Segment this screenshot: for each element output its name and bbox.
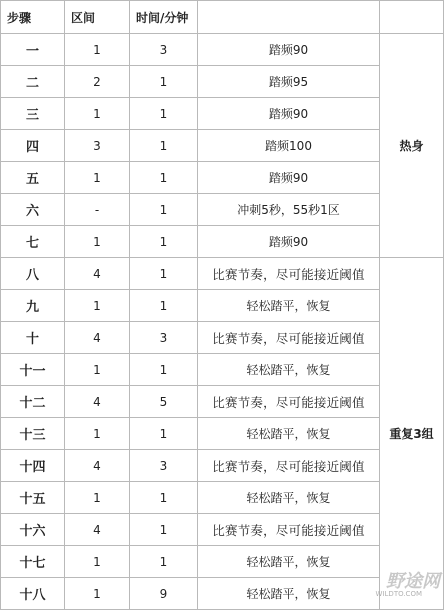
minutes-cell: 1 xyxy=(130,514,198,546)
zone-cell: 1 xyxy=(65,162,130,194)
step-cell: 十七 xyxy=(1,546,65,578)
minutes-cell: 3 xyxy=(130,34,198,66)
header-group xyxy=(380,1,444,34)
description-cell: 轻松踏平，恢复 xyxy=(198,290,380,322)
step-cell: 十三 xyxy=(1,418,65,450)
table-row xyxy=(1,34,444,66)
step-cell: 一 xyxy=(1,34,65,66)
step-cell: 九 xyxy=(1,290,65,322)
table-row xyxy=(1,290,444,322)
description-cell: 比赛节奏，尽可能接近阈值 xyxy=(198,514,380,546)
zone-cell: 1 xyxy=(65,418,130,450)
minutes-cell: 5 xyxy=(130,386,198,418)
zone-cell: - xyxy=(65,194,130,226)
table-row xyxy=(1,450,444,482)
zone-cell: 1 xyxy=(65,226,130,258)
table-row xyxy=(1,482,444,514)
description-cell: 比赛节奏，尽可能接近阈值 xyxy=(198,322,380,354)
minutes-cell: 1 xyxy=(130,482,198,514)
zone-cell: 3 xyxy=(65,130,130,162)
zone-cell: 1 xyxy=(65,290,130,322)
description-cell: 踏频90 xyxy=(198,226,380,258)
zone-cell: 2 xyxy=(65,66,130,98)
minutes-cell: 1 xyxy=(130,98,198,130)
step-cell: 二 xyxy=(1,66,65,98)
minutes-cell: 1 xyxy=(130,546,198,578)
zone-cell: 1 xyxy=(65,482,130,514)
header-zone: 区间 xyxy=(65,1,130,34)
minutes-cell: 1 xyxy=(130,194,198,226)
description-cell: 踏频90 xyxy=(198,34,380,66)
description-cell: 冲刺5秒，55秒1区 xyxy=(198,194,380,226)
table-row xyxy=(1,354,444,386)
minutes-cell: 1 xyxy=(130,354,198,386)
zone-cell: 1 xyxy=(65,578,130,610)
table-row xyxy=(1,194,444,226)
description-cell: 踏频90 xyxy=(198,162,380,194)
zone-cell: 1 xyxy=(65,34,130,66)
table-row xyxy=(1,546,444,578)
minutes-cell: 1 xyxy=(130,66,198,98)
step-cell: 七 xyxy=(1,226,65,258)
header-description xyxy=(198,1,380,34)
zone-cell: 1 xyxy=(65,98,130,130)
table-row xyxy=(1,514,444,546)
step-cell: 十四 xyxy=(1,450,65,482)
description-cell: 比赛节奏，尽可能接近阈值 xyxy=(198,258,380,290)
step-cell: 三 xyxy=(1,98,65,130)
step-cell: 五 xyxy=(1,162,65,194)
table-row xyxy=(1,418,444,450)
minutes-cell: 1 xyxy=(130,130,198,162)
zone-cell: 4 xyxy=(65,514,130,546)
minutes-cell: 1 xyxy=(130,258,198,290)
description-cell: 比赛节奏，尽可能接近阈值 xyxy=(198,386,380,418)
description-cell: 踏频100 xyxy=(198,130,380,162)
description-cell: 轻松踏平，恢复 xyxy=(198,546,380,578)
step-cell: 八 xyxy=(1,258,65,290)
description-cell: 轻松踏平，恢复 xyxy=(198,418,380,450)
table-row xyxy=(1,322,444,354)
table-row xyxy=(1,98,444,130)
description-cell: 比赛节奏，尽可能接近阈值 xyxy=(198,450,380,482)
minutes-cell: 3 xyxy=(130,322,198,354)
table-row xyxy=(1,130,444,162)
table-row xyxy=(1,226,444,258)
table-row xyxy=(1,258,444,290)
minutes-cell: 9 xyxy=(130,578,198,610)
step-cell: 六 xyxy=(1,194,65,226)
table-row xyxy=(1,162,444,194)
watermark-url: WILDTO.COM xyxy=(375,590,422,598)
step-cell: 十二 xyxy=(1,386,65,418)
minutes-cell: 1 xyxy=(130,226,198,258)
description-cell: 轻松踏平，恢复 xyxy=(198,578,380,610)
table-row xyxy=(1,386,444,418)
description-cell: 踏频95 xyxy=(198,66,380,98)
description-cell: 轻松踏平，恢复 xyxy=(198,354,380,386)
zone-cell: 1 xyxy=(65,354,130,386)
description-cell: 轻松踏平，恢复 xyxy=(198,482,380,514)
step-cell: 十六 xyxy=(1,514,65,546)
description-cell: 踏频90 xyxy=(198,98,380,130)
table-row xyxy=(1,66,444,98)
step-cell: 十 xyxy=(1,322,65,354)
header-minutes: 时间/分钟 xyxy=(130,1,198,34)
step-cell: 十八 xyxy=(1,578,65,610)
minutes-cell: 3 xyxy=(130,450,198,482)
zone-cell: 4 xyxy=(65,258,130,290)
zone-cell: 1 xyxy=(65,546,130,578)
zone-cell: 4 xyxy=(65,386,130,418)
minutes-cell: 1 xyxy=(130,418,198,450)
table-row xyxy=(1,578,444,610)
header-row xyxy=(1,1,444,34)
header-step: 步骤 xyxy=(1,1,65,34)
watermark-logo: 野途网 xyxy=(386,571,440,592)
minutes-cell: 1 xyxy=(130,290,198,322)
minutes-cell: 1 xyxy=(130,162,198,194)
group-repeat: 重复3组 xyxy=(380,258,444,610)
step-cell: 四 xyxy=(1,130,65,162)
step-cell: 十一 xyxy=(1,354,65,386)
zone-cell: 4 xyxy=(65,450,130,482)
step-cell: 十五 xyxy=(1,482,65,514)
group-warmup: 热身 xyxy=(380,34,444,258)
zone-cell: 4 xyxy=(65,322,130,354)
